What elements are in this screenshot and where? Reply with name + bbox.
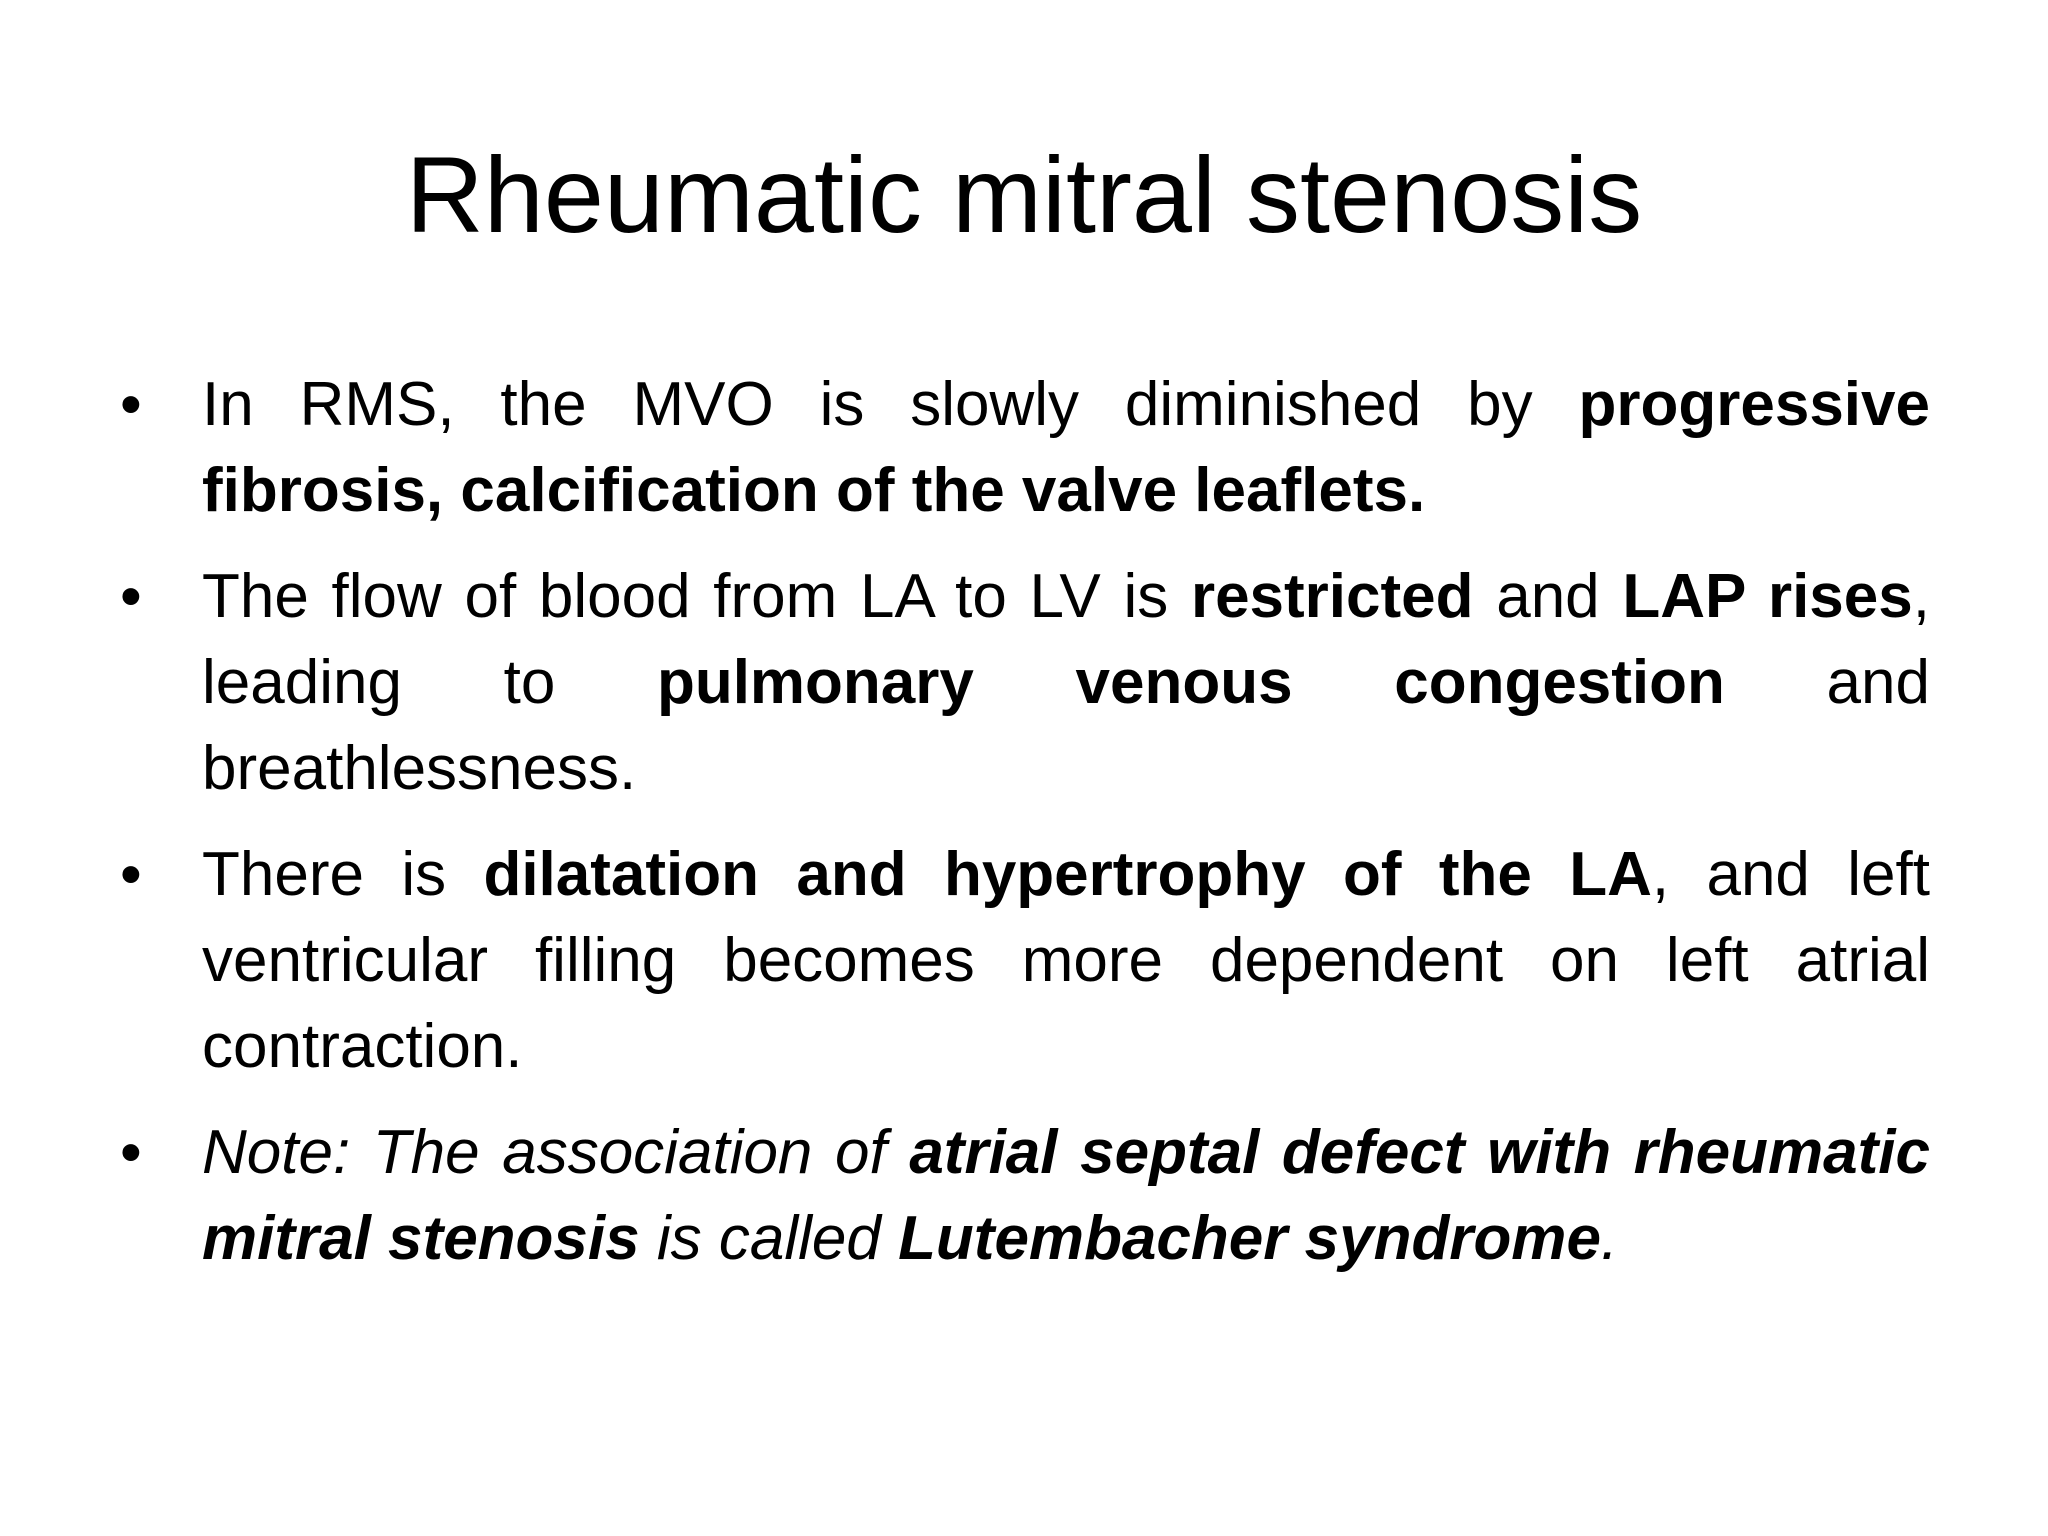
bullet-icon: • bbox=[120, 1118, 142, 1187]
bullet-item bbox=[120, 832, 1930, 1090]
bold-text-segment: atrial septal defect with rheumatic mitral stenosis bbox=[202, 1118, 1930, 1273]
bullet-icon: • bbox=[120, 370, 142, 439]
text-segment: and breathlessness. bbox=[202, 648, 1930, 803]
bullet-list bbox=[120, 362, 1930, 1302]
slide-title: Rheumatic mitral stenosis bbox=[405, 134, 1643, 255]
bold-text-segment: progressive fibrosis, calcification of the valve leaflets. bbox=[202, 370, 1930, 525]
bullet-icon: • bbox=[120, 562, 142, 631]
text-segment: is called bbox=[639, 1204, 899, 1273]
bullet-item bbox=[120, 1110, 1930, 1282]
bullet-item bbox=[120, 554, 1930, 812]
text-segment: . bbox=[1600, 1204, 1619, 1273]
bullet-text bbox=[202, 370, 1930, 525]
bullet-item bbox=[120, 362, 1930, 534]
text-segment: and bbox=[1473, 562, 1623, 631]
text-segment: There is bbox=[202, 840, 484, 909]
text-segment: Note: The association of bbox=[202, 1118, 910, 1187]
bold-text-segment: LAP rises bbox=[1622, 562, 1913, 631]
bullet-text bbox=[202, 840, 1930, 1081]
bold-text-segment: dilatation and hypertrophy of the LA bbox=[483, 840, 1652, 909]
bold-text-segment: pulmonary venous congestion bbox=[656, 648, 1725, 717]
bullet-text bbox=[202, 1118, 1930, 1273]
text-segment: , leading to bbox=[202, 562, 1930, 717]
text-segment: In RMS, the MVO is slowly diminished by bbox=[202, 370, 1579, 439]
text-segment: , and left ventricular filling becomes more dependent on left atrial contraction. bbox=[202, 840, 1930, 1081]
bullet-icon: • bbox=[120, 840, 142, 909]
bold-text-segment: restricted bbox=[1190, 562, 1474, 631]
bold-text-segment: Lutembacher syndrome bbox=[898, 1204, 1601, 1273]
text-segment: The flow of blood from LA to LV is bbox=[202, 562, 1191, 631]
bullet-text bbox=[202, 562, 1930, 803]
